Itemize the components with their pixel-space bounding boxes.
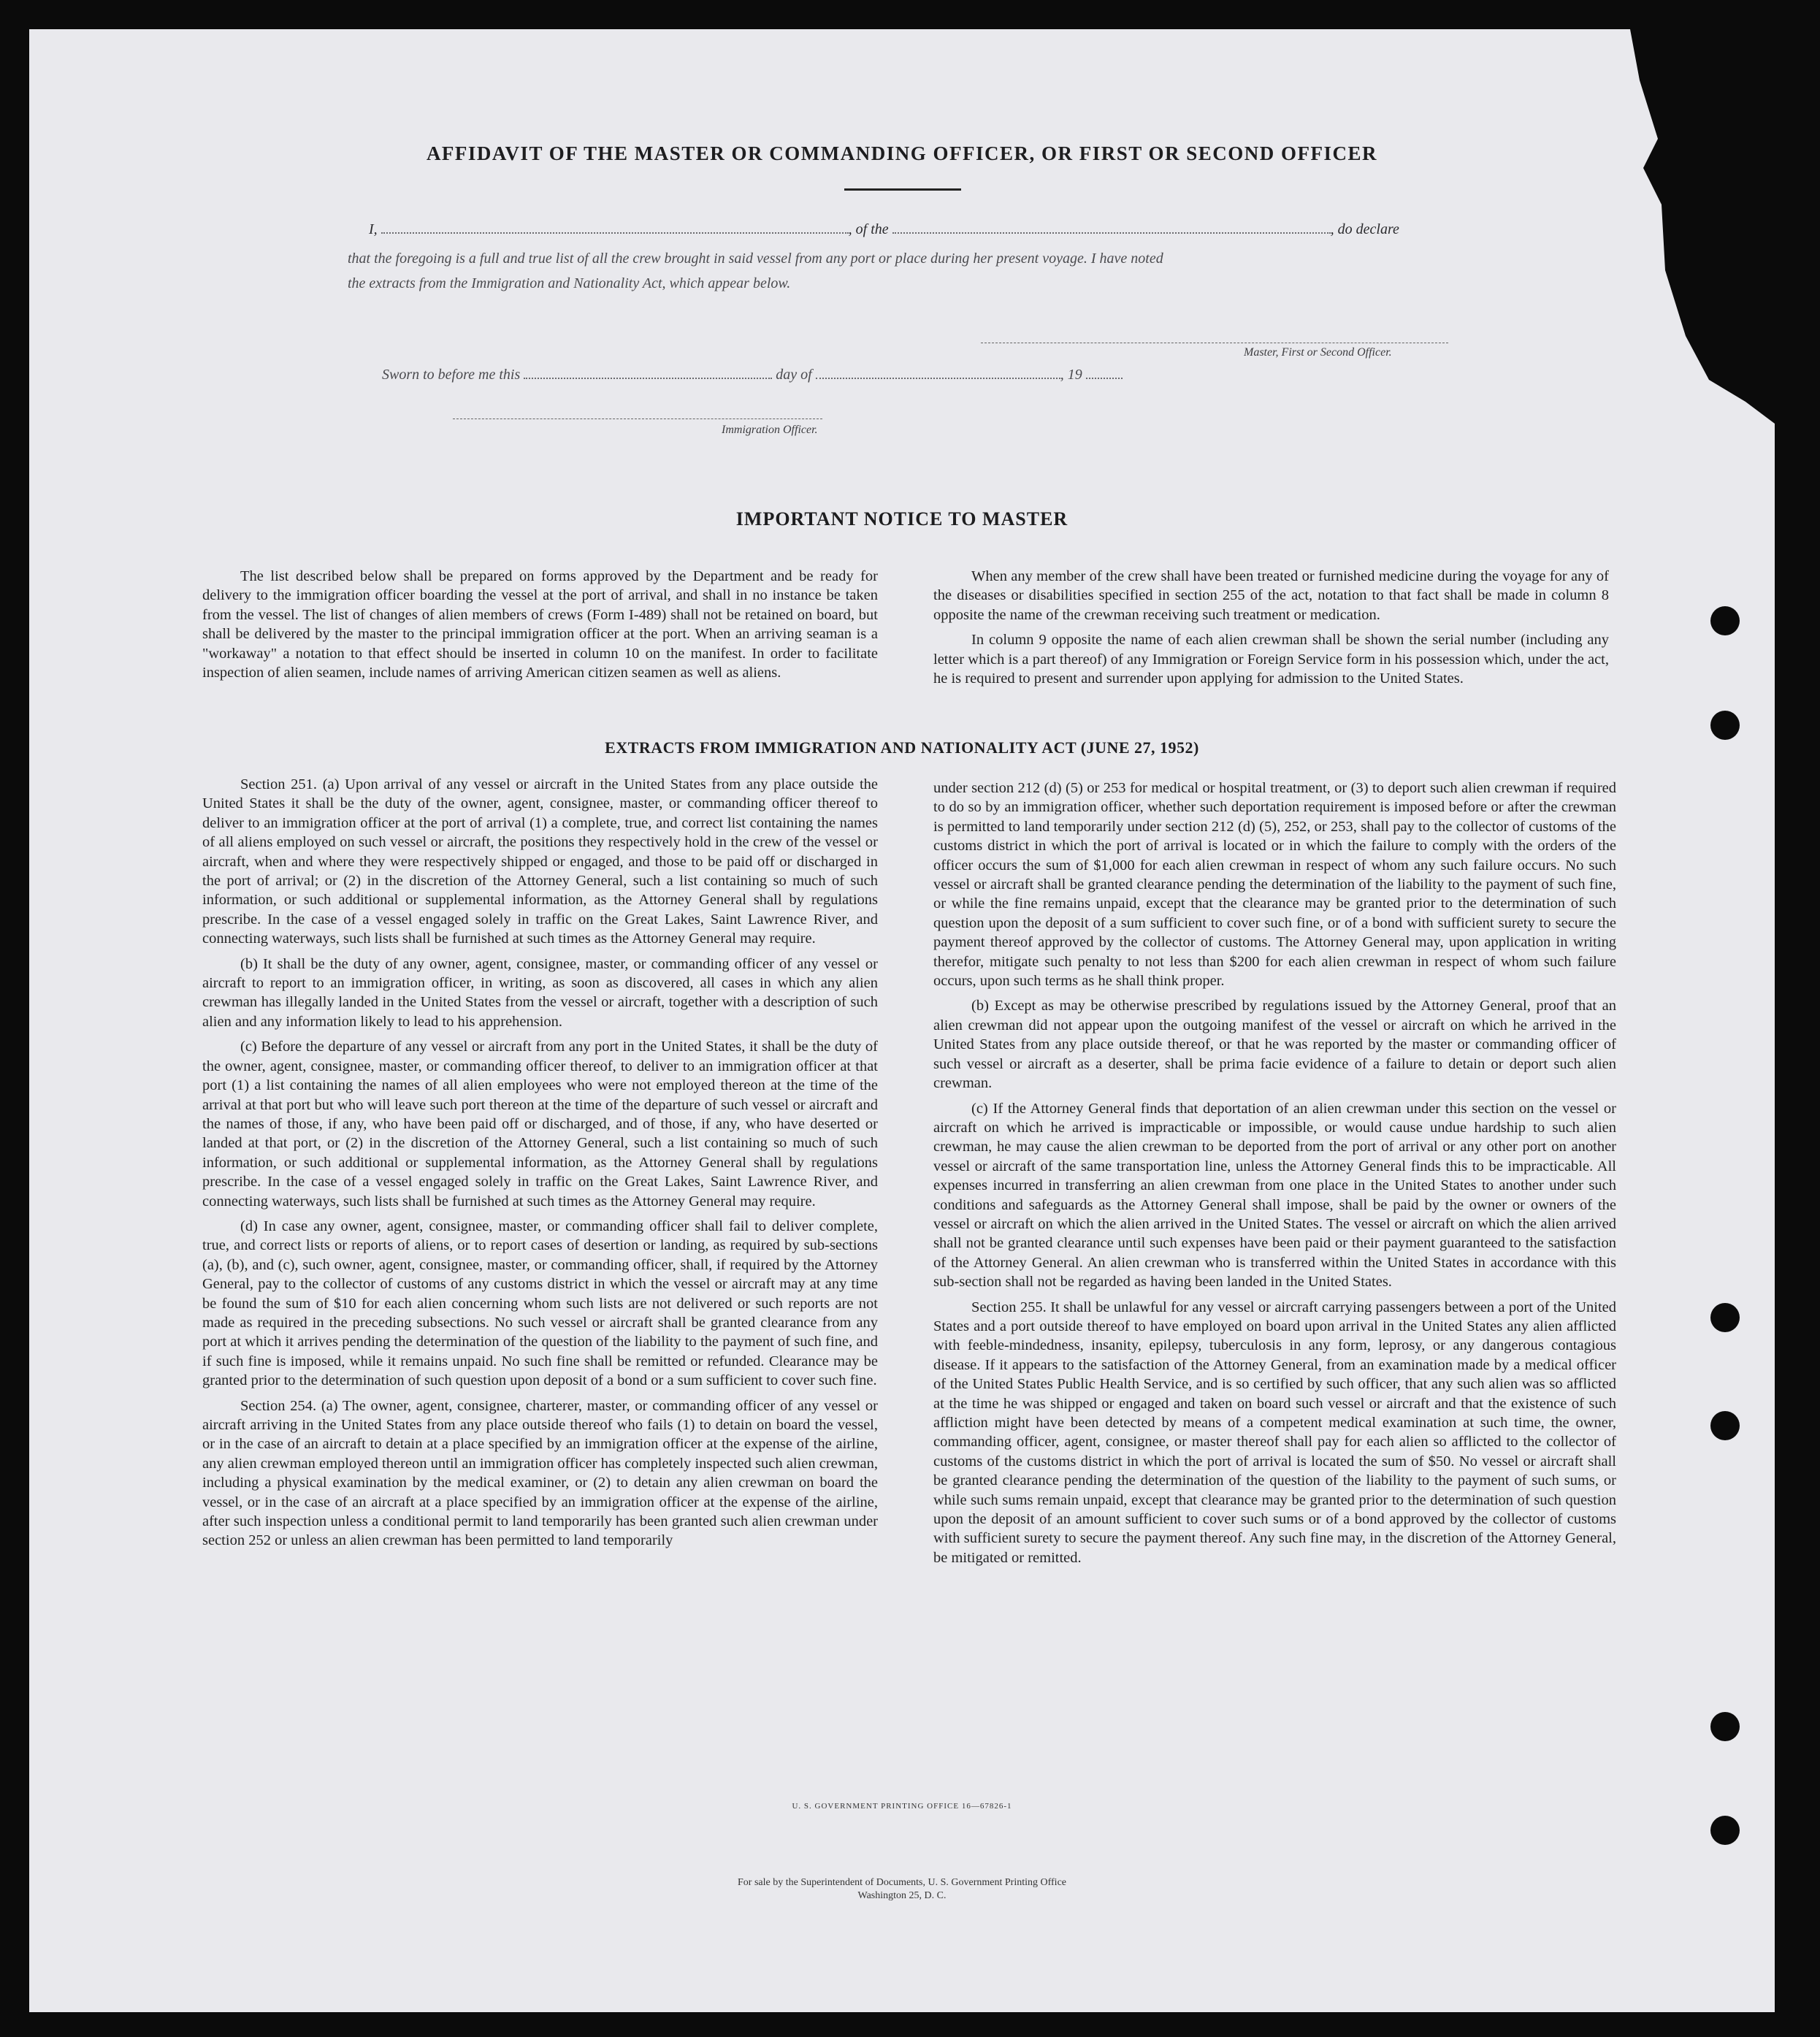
affidavit-line-2: that the foregoing is a full and true list of all the crew brought in said vessel from any port or place during her present voyage. I have noted [348, 251, 1163, 267]
extracts-right-column [933, 779, 1616, 1573]
extract-paragraph: (b) It shall be the duty of any owner, agent, consignee, master, or commanding officer of any vessel or aircraft to report to an immigration officer, in writing, as soon as discovered, all cases in which any alien crewman has illegally landed in the United States from the vessel or aircraft, together with a description of such alien and any information likely to lead to his apprehension. [202, 955, 878, 1030]
binder-hole [1710, 606, 1740, 635]
binder-hole [1710, 1411, 1740, 1440]
name-blank [381, 232, 849, 234]
footer [0, 1876, 1804, 1903]
date-blank [524, 377, 772, 379]
extract-paragraph: Section 255. It shall be unlawful for any vessel or aircraft carrying passengers between a port of the United States and a port outside thereof to have employed on board upon arrival in the United States any alien afflicted with feeble-mindedness, insanity, epilepsy, tuberculosis in any form, leprosy, or any dangerous contagious disease. If it appears to the satisfaction of the Attorney General, from an examination made by a medical officer of the United States Public Health Service, and is so certified by such officer, that any such alien was so afflicted at the time he was shipped or engaged and taken on board such vessel or aircraft and that the existence of such affliction might have been detected by means of a competent medical examination at such time, the owner, commanding officer, agent, consignee, or master thereof shall pay for each alien so afflicted to the collector of customs of the customs district in which the port of arrival is located the sum of $50. No vessel or aircraft shall be granted clearance pending the determination of the question of the liability to the payment of such sums, or while such sums remain unpaid, except that clearance may be granted prior to the determination of such question upon the deposit of an amount sufficient to cover such sums or of a bond approved by the collector of customs with sufficient surety to secure the payment thereof. Any such fine may, in the discretion of the Attorney General, be mitigated or remitted. [933, 1299, 1616, 1566]
extract-paragraph: (d) In case any owner, agent, consignee, master, or commanding officer shall fail to deliver complete, true, and correct lists or reports of aliens, or to report cases of desertion or landing, as required by sub-sections (a), (b), and (c), such owner, agent, consignee, master, or commanding officer, shall, if required by the Attorney General, pay to the collector of customs of any customs district in which the vessel or aircraft may at any time be found the sum of $10 for each alien concerning whom such lists are not delivered or such reports are not made as required in the preceding subsections. No such vessel or aircraft shall be granted clearance from any port at which it arrives pending the determination of the question of the liability to the payment of such fine, and if such fine is imposed, while it remains unpaid. No such fine shall be remitted or refunded. Clearance may be granted prior to the determination of such question upon deposit of a bond or a sum sufficient to cover such fine. [202, 1218, 878, 1389]
month-blank [816, 377, 1060, 379]
day-of-label: day of [776, 367, 812, 383]
extracts-left-column [202, 775, 878, 1556]
title-divider [844, 188, 961, 191]
sworn-label: Sworn to before me this [382, 367, 521, 383]
notice-title: IMPORTANT NOTICE TO MASTER [735, 508, 1068, 530]
master-label: Master, First or Second Officer. [1244, 346, 1392, 359]
binder-hole [1710, 1303, 1740, 1332]
extract-paragraph: Section 251. (a) Upon arrival of any vessel or aircraft in the United States from any place outside the United States it shall be the duty of the owner, agent, consignee, master, or commanding officer thereof to deliver to an immigration officer at the port of arrival (1) a complete, true, and correct list containing the names of all aliens employed on such vessel or aircraft, the positions they respectively hold in the crew of the vessel or aircraft, when and where they were respectively shipped or engaged, and those to be paid off or discharged in the port of arrival; or (2) in the discretion of the Attorney General, such a list containing so much of such information, or such additional or supplemental information, as the Attorney General shall by regulations prescribe. In the case of a vessel engaged solely in traffic on the Great Lakes, Saint Lawrence River, and connecting waterways, such lists shall be furnished at such times as the Attorney General may require. [202, 776, 878, 947]
notice-paragraph: In column 9 opposite the name of each alien crewman shall be shown the serial number (including any letter which is a part thereof) of any Immigration or Foreign Service form in his possession which, under the act, he is required to present and surrender upon applying for admission to the United States. [933, 632, 1609, 687]
affidavit-line-3: the extracts from the Immigration and Nationality Act, which appear below. [348, 275, 791, 291]
vessel-blank [892, 232, 1331, 234]
year-label: , 19 [1060, 367, 1082, 383]
footer-line-1: For sale by the Superintendent of Documents, U. S. Government Printing Office [738, 1877, 1066, 1888]
notice-paragraph: The list described below shall be prepared on forms approved by the Department and be ready for delivery to the immigration officer boarding the vessel at the port of arrival, and shall in no instance be taken from the vessel. The list of changes of alien members of crews (Form I-489) shall not be retained on board, but shall be delivered by the master to the principal immigration officer at the port. When an arriving seaman is a "workaway" a notation to that effect should be inserted in column 10 on the manifest. In order to facilitate inspection of alien seamen, include names of arriving American citizen seamen as well as aliens. [202, 568, 878, 681]
extract-paragraph: (c) If the Attorney General finds that deportation of an alien crewman under this section on the vessel or aircraft on which he arrived is impracticable or impossible, or would cause undue hardship to such alien crewman, he may cause the alien crewman to be deported from the port of arrival or any other port on another vessel or aircraft of the same transportation line, unless the Attorney General finds this to be impracticable. All expenses incurred in transferring an alien crewman from one place in the United States to another under such conditions and safeguards as the Attorney General shall impose, shall be paid by the owner or owners of the vessel or aircraft on which the alien arrived in the United States. The vessel or aircraft on which the alien arrived shall not be granted clearance until such expenses have been paid or their payment guaranteed to the satisfaction of the Attorney General. An alien crewman who is transferred within the United States in accordance with this sub-section shall not be regarded as having been landed in the United States. [933, 1100, 1616, 1291]
extract-paragraph: (c) Before the departure of any vessel or aircraft from any port in the United States, it shall be the duty of the owner, agent, consignee, master, or commanding officer thereof, to deliver to an immigration officer at that port (1) a list containing the names of all alien employees who were not employed thereon at the time of the arrival at that port but who will leave such port thereon at the time of the departure of such vessel or aircraft and the names of those, if any, who have been paid off or discharged, and of those, if any, who have deserted or landed at that port, or (2) in the discretion of the Attorney General, such a list containing so much of such information, or such additional or supplemental information, as the Attorney General shall by regulations prescribe. In the case of a vessel engaged solely in traffic on the Great Lakes, Saint Lawrence River, and connecting waterways, such lists shall be furnished at such times as the Attorney General may require. [202, 1039, 878, 1209]
extracts-title: EXTRACTS FROM IMMIGRATION AND NATIONALITY ACT (JUNE 27, 1952) [605, 738, 1199, 757]
binder-hole [1710, 711, 1740, 740]
extract-paragraph: (b) Except as may be otherwise prescribed by regulations issued by the Attorney General, proof that an alien crewman did not appear upon the outgoing manifest of the vessel or aircraft on which he arrived in the United States from any place outside thereof, or that he was reported by the master or commanding officer of such vessel or aircraft as a deserter, shall be prima facie evidence of a failure to detain or deport such alien crewman. [933, 998, 1616, 1092]
notice-right-column [933, 567, 1609, 694]
affidavit-line-1 [369, 221, 1399, 238]
affidavit-title: AFFIDAVIT OF THE MASTER OR COMMANDING OFFICER, OR FIRST OR SECOND OFFICER [426, 142, 1378, 164]
i-label: I, [369, 221, 378, 237]
of-the-label: , of the [848, 221, 889, 237]
binder-hole [1710, 1816, 1740, 1845]
binder-hole [1710, 1712, 1740, 1741]
year-blank [1086, 377, 1123, 379]
sworn-line [382, 367, 1123, 383]
extract-paragraph: Section 254. (a) The owner, agent, consignee, charterer, master, or commanding officer of any vessel or aircraft arriving in the United States from any place outside thereof who fails (1) to detain on board the vessel, or in the case of an aircraft to detain at a place specified by an immigration officer at the expense of the airline, any alien crewman employed thereon until an immigration officer has completely inspected such alien crewman, including a physical examination by the medical examiner, or (2) to detain any alien crewman on board the vessel, or in the case of an aircraft at a place specified by an immigration officer at the expense of the airline, after such inspection unless a conditional permit to land temporarily has been granted such alien crewman under section 252 or unless an alien crewman has been permitted to land temporarily [202, 1397, 878, 1549]
footer-line-2: Washington 25, D. C. [857, 1890, 947, 1901]
printing-office-note: U. S. GOVERNMENT PRINTING OFFICE 16—67826-1 [792, 1802, 1012, 1811]
notice-left-column [202, 567, 878, 688]
extract-paragraph: under section 212 (d) (5) or 253 for medical or hospital treatment, or (3) to deport such alien crewman if required to do so by an immigration officer, whether such deportation requirement is imposed before or after the crewman is permitted to land temporarily under section 212 (d) (5), 252, or 253, shall pay to the collector of customs of the customs district in which the port of arrival is located or in which the failure to comply with the orders of the officer occurs the sum of $1,000 for each alien crewman in respect of whom any such failure occurs. No such vessel or aircraft shall be granted clearance pending the determination of the liability to the payment of such fine, or while the fine remains unpaid, except that the clearance may be granted prior to the determination of such question upon the deposit of a sum sufficient to cover such fine, or of a bond with sufficient surety to secure the payment thereof approved by the collector of customs. The Attorney General may, upon application in writing therefor, mitigate such penalty to not less than $200 for each alien crewman in respect of whom such failure occurs, upon such terms as he shall think proper. [933, 780, 1616, 990]
officer-label: Immigration Officer. [722, 424, 818, 436]
notice-paragraph: When any member of the crew shall have been treated or furnished medicine during the voyage for any of the diseases or disabilities specified in section 255 of the act, notation to that fact shall be made in column 8 opposite the name of the crewman receiving such treatment or medication. [933, 568, 1609, 623]
do-declare-label: , do declare [1330, 221, 1399, 237]
